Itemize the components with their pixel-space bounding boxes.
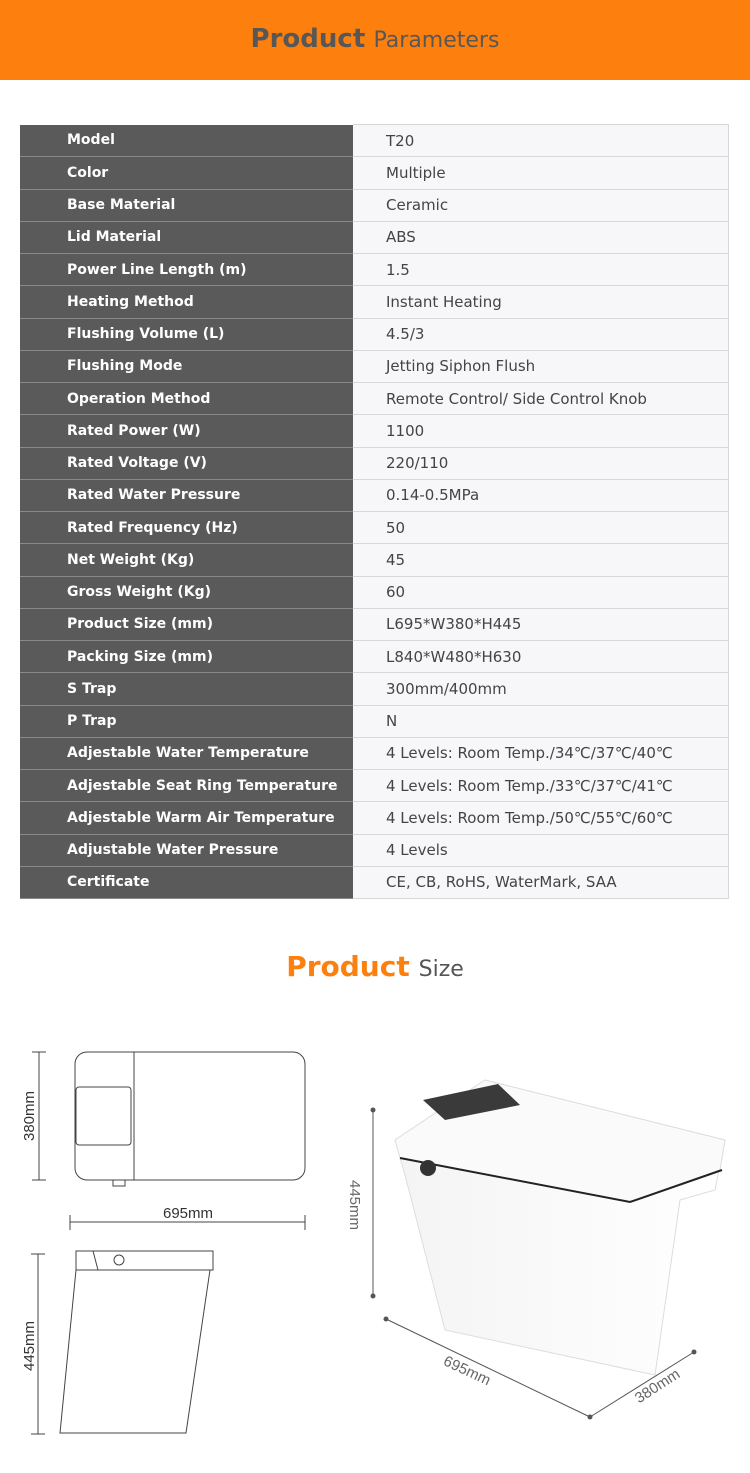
param-value: 4 Levels: Room Temp./34℃/37℃/40℃ (353, 737, 729, 769)
header-banner (0, 0, 750, 80)
param-value: 4 Levels (353, 834, 729, 866)
param-label: Base Material (20, 189, 353, 221)
param-value: 45 (353, 544, 729, 576)
param-label: S Trap (20, 673, 353, 705)
table-row (20, 544, 729, 576)
param-value: L840*W480*H630 (353, 641, 729, 673)
table-row (20, 447, 729, 479)
param-label: Product Size (mm) (20, 608, 353, 640)
param-value: Instant Heating (353, 286, 729, 318)
page-title (0, 24, 750, 54)
param-value: Ceramic (353, 189, 729, 221)
table-row (20, 318, 729, 350)
table-row (20, 512, 729, 544)
param-value: 1.5 (353, 254, 729, 286)
param-value: L695*W380*H445 (353, 608, 729, 640)
table-row (20, 705, 729, 737)
table-row (20, 866, 729, 898)
table-row (20, 383, 729, 415)
table-row (20, 221, 729, 253)
param-value: 1100 (353, 415, 729, 447)
param-value: T20 (353, 125, 729, 157)
param-label: Operation Method (20, 383, 353, 415)
title-bold: Product (286, 950, 410, 983)
param-value: Remote Control/ Side Control Knob (353, 383, 729, 415)
param-label: Adjestable Water Temperature (20, 737, 353, 769)
param-label: Certificate (20, 866, 353, 898)
table-row (20, 189, 729, 221)
table-row (20, 608, 729, 640)
title-light: Parameters (373, 28, 500, 53)
param-value: ABS (353, 221, 729, 253)
param-label: Heating Method (20, 286, 353, 318)
table-row (20, 286, 729, 318)
param-value: N (353, 705, 729, 737)
param-label: Packing Size (mm) (20, 641, 353, 673)
param-label: P Trap (20, 705, 353, 737)
table-row (20, 125, 729, 157)
render-width-label: 380mm (631, 1365, 684, 1407)
size-section-title (0, 950, 750, 983)
param-label: Net Weight (Kg) (20, 544, 353, 576)
table-row (20, 479, 729, 511)
param-value: CE, CB, RoHS, WaterMark, SAA (353, 866, 729, 898)
param-label: Lid Material (20, 221, 353, 253)
parameters-table (20, 124, 729, 899)
title-bold: Product (250, 24, 366, 54)
param-value: 50 (353, 512, 729, 544)
top-length-label: 695mm (162, 1205, 214, 1222)
product-size-diagram (0, 1030, 750, 1473)
table-row (20, 737, 729, 769)
param-value: 4.5/3 (353, 318, 729, 350)
param-label: Rated Power (W) (20, 415, 353, 447)
table-row (20, 350, 729, 382)
top-width-label: 380mm (21, 1090, 38, 1142)
param-value: 0.14-0.5MPa (353, 479, 729, 511)
param-value: 60 (353, 576, 729, 608)
table-row (20, 576, 729, 608)
param-value: Jetting Siphon Flush (353, 350, 729, 382)
param-value: 300mm/400mm (353, 673, 729, 705)
param-label: Flushing Volume (L) (20, 318, 353, 350)
table-row (20, 641, 729, 673)
table-row (20, 802, 729, 834)
param-label: Adjestable Warm Air Temperature (20, 802, 353, 834)
side-height-label: 445mm (21, 1320, 38, 1372)
render-length-label: 695mm (440, 1352, 494, 1390)
param-label: Flushing Mode (20, 350, 353, 382)
table-row (20, 157, 729, 189)
table-row (20, 770, 729, 802)
param-label: Model (20, 125, 353, 157)
param-label: Rated Frequency (Hz) (20, 512, 353, 544)
param-label: Gross Weight (Kg) (20, 576, 353, 608)
param-value: 220/110 (353, 447, 729, 479)
toilet-render (395, 1080, 725, 1375)
title-light: Size (418, 957, 464, 982)
table-row (20, 673, 729, 705)
side-view-drawing (31, 1251, 213, 1434)
table-row (20, 415, 729, 447)
render-height-label: 445mm (346, 1179, 363, 1231)
param-label: Adjustable Water Pressure (20, 834, 353, 866)
param-label: Rated Voltage (V) (20, 447, 353, 479)
table-row (20, 254, 729, 286)
top-view-drawing (32, 1052, 305, 1186)
param-label: Adjestable Seat Ring Temperature (20, 770, 353, 802)
param-value: 4 Levels: Room Temp./33℃/37℃/41℃ (353, 770, 729, 802)
param-value: Multiple (353, 157, 729, 189)
param-label: Power Line Length (m) (20, 254, 353, 286)
param-label: Color (20, 157, 353, 189)
param-value: 4 Levels: Room Temp./50℃/55℃/60℃ (353, 802, 729, 834)
param-label: Rated Water Pressure (20, 479, 353, 511)
table-row (20, 834, 729, 866)
